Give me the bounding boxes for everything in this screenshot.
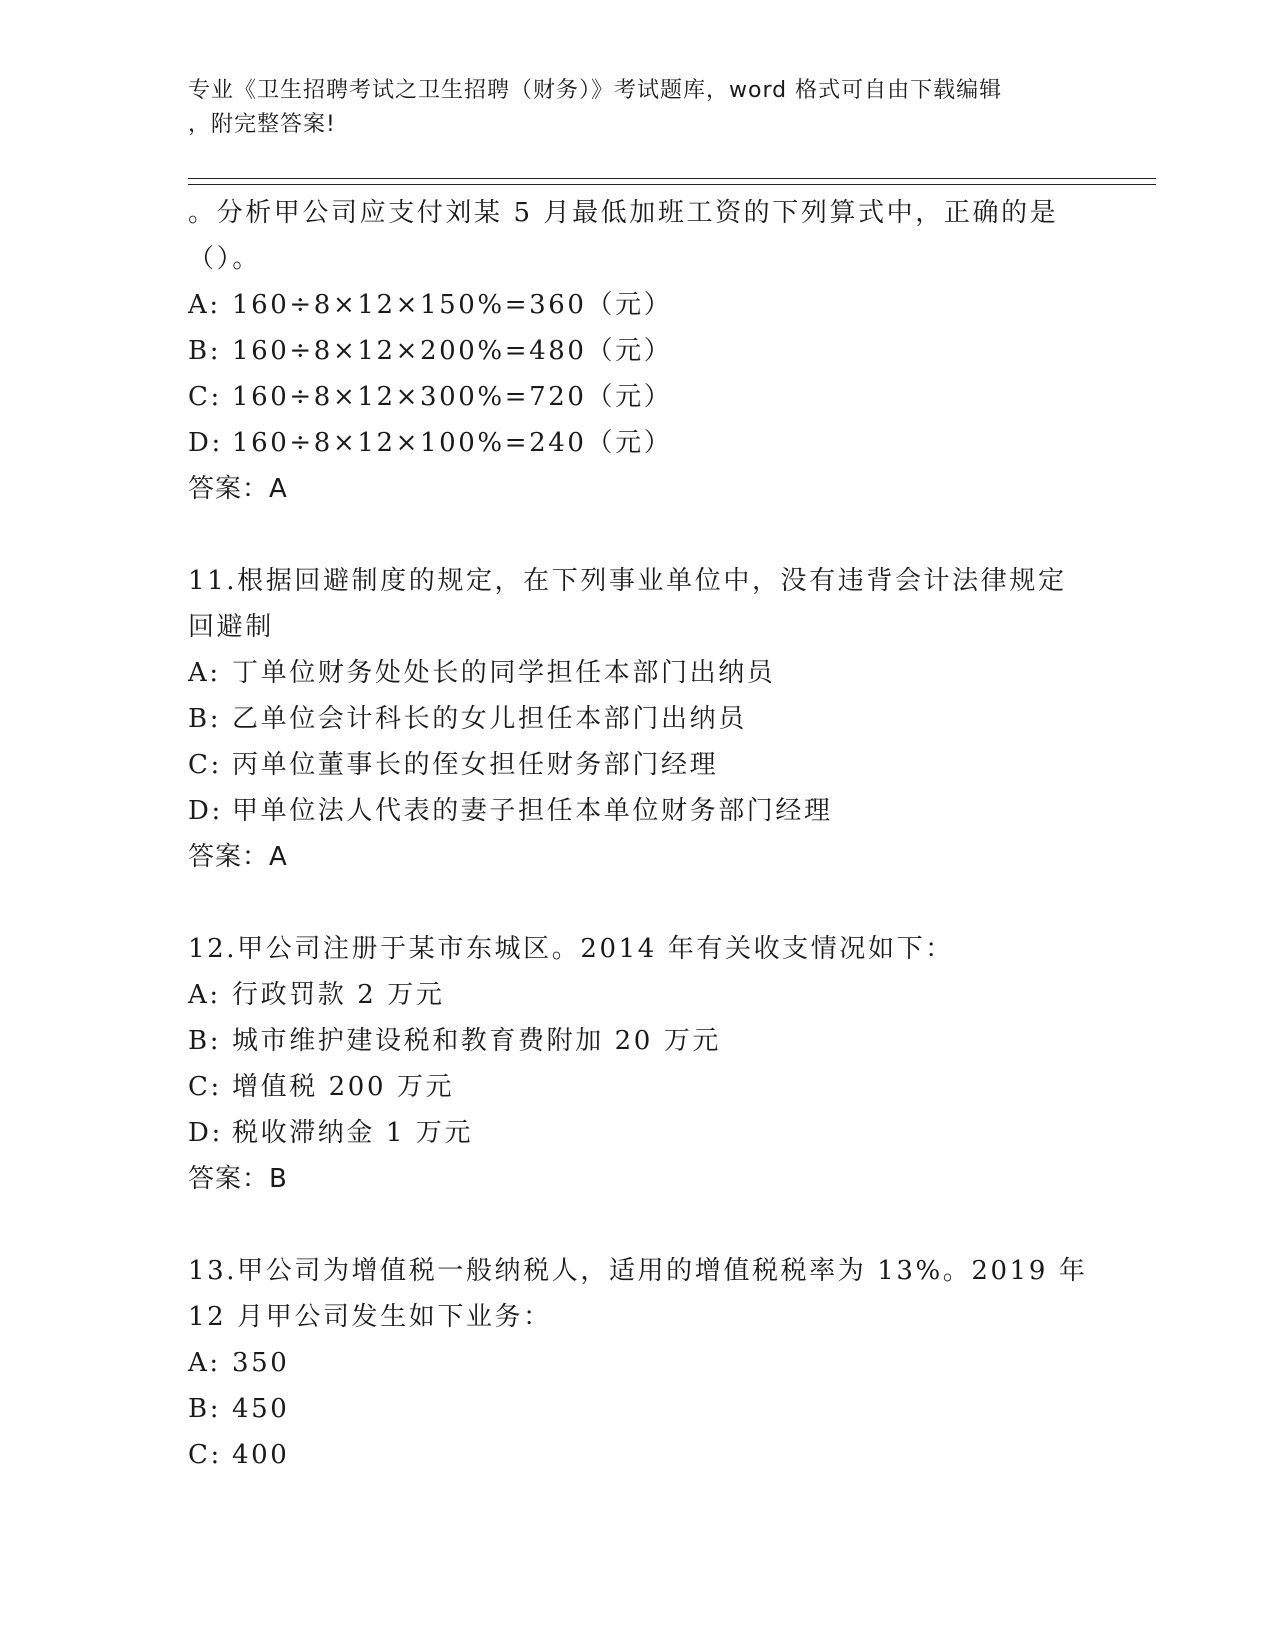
option-text: 160÷8×12×300%=720（元） xyxy=(232,382,673,412)
option-c xyxy=(188,1432,1088,1478)
question-stem-line: 12 月甲公司发生如下业务： xyxy=(188,1302,552,1332)
question-12 xyxy=(188,926,1088,1202)
option-key: C: xyxy=(188,382,222,412)
option-text: 税收滞纳金 1 万元 xyxy=(232,1118,474,1148)
option-key: B: xyxy=(188,1026,222,1056)
option-text: 160÷8×12×150%=360（元） xyxy=(232,290,673,320)
option-a xyxy=(188,1340,1088,1386)
question-stem-line: 。分析甲公司应支付刘某 5 月最低加班工资的下列算式中，正确的是 xyxy=(188,198,1059,228)
option-key: B: xyxy=(188,1394,222,1424)
option-text: 甲单位法人代表的妻子担任本单位财务部门经理 xyxy=(232,796,833,826)
option-text: 乙单位会计科长的女儿担任本部门出纳员 xyxy=(232,704,747,734)
option-c xyxy=(188,374,1088,420)
option-a xyxy=(188,650,1088,696)
spacer xyxy=(188,880,1088,926)
option-c xyxy=(188,742,1088,788)
option-text: 城市维护建设税和教育费附加 20 万元 xyxy=(232,1026,722,1056)
option-text: 增值税 200 万元 xyxy=(232,1072,455,1102)
question-stem-line: 12.甲公司注册于某市东城区。2014 年有关收支情况如下： xyxy=(188,934,954,964)
header-divider-bottom xyxy=(188,184,1156,185)
option-b xyxy=(188,328,1088,374)
option-text: 350 xyxy=(232,1348,290,1378)
option-key: A: xyxy=(188,1348,221,1378)
question-10 xyxy=(188,190,1088,512)
spacer xyxy=(188,512,1088,558)
header-line-1: 专业《卫生招聘考试之卫生招聘（财务）》考试题库，word 格式可自由下载编辑 xyxy=(188,78,1003,103)
answer-line: 答案：B xyxy=(188,1164,288,1194)
option-d xyxy=(188,1110,1088,1156)
question-stem-line: 13.甲公司为增值税一般纳税人，适用的增值税税率为 13%。2019 年 xyxy=(188,1256,1088,1286)
option-b xyxy=(188,1018,1088,1064)
question-stem-line: 11.根据回避制度的规定，在下列事业单位中，没有违背会计法律规定 xyxy=(188,566,1067,596)
question-11 xyxy=(188,558,1088,880)
option-key: B: xyxy=(188,336,222,366)
question-stem-line: 回避制 xyxy=(188,612,274,642)
option-text: 400 xyxy=(232,1440,290,1470)
answer-line: 答案：A xyxy=(188,842,288,872)
answer-line: 答案：A xyxy=(188,474,288,504)
option-key: C: xyxy=(188,750,222,780)
option-text: 丙单位董事长的侄女担任财务部门经理 xyxy=(232,750,719,780)
option-b xyxy=(188,1386,1088,1432)
document-body xyxy=(188,190,1088,1478)
option-key: D: xyxy=(188,1118,223,1148)
option-text: 行政罚款 2 万元 xyxy=(232,980,445,1010)
option-c xyxy=(188,1064,1088,1110)
option-text: 160÷8×12×100%=240（元） xyxy=(232,428,673,458)
document-header xyxy=(188,74,1088,142)
option-key: D: xyxy=(188,796,223,826)
option-key: C: xyxy=(188,1440,222,1470)
option-d xyxy=(188,420,1088,466)
question-13 xyxy=(188,1248,1088,1478)
option-d xyxy=(188,788,1088,834)
header-line-2: ，附完整答案! xyxy=(188,112,336,137)
header-divider-top xyxy=(188,178,1156,179)
option-key: A: xyxy=(188,980,221,1010)
option-key: A: xyxy=(188,658,221,688)
option-text: 160÷8×12×200%=480（元） xyxy=(232,336,673,366)
option-key: B: xyxy=(188,704,222,734)
option-key: A: xyxy=(188,290,221,320)
option-a xyxy=(188,972,1088,1018)
option-key: C: xyxy=(188,1072,222,1102)
spacer xyxy=(188,1202,1088,1248)
option-key: D: xyxy=(188,428,223,458)
question-stem-line: （）。 xyxy=(188,244,261,274)
option-text: 丁单位财务处处长的同学担任本部门出纳员 xyxy=(232,658,776,688)
option-a xyxy=(188,282,1088,328)
option-b xyxy=(188,696,1088,742)
option-text: 450 xyxy=(232,1394,290,1424)
